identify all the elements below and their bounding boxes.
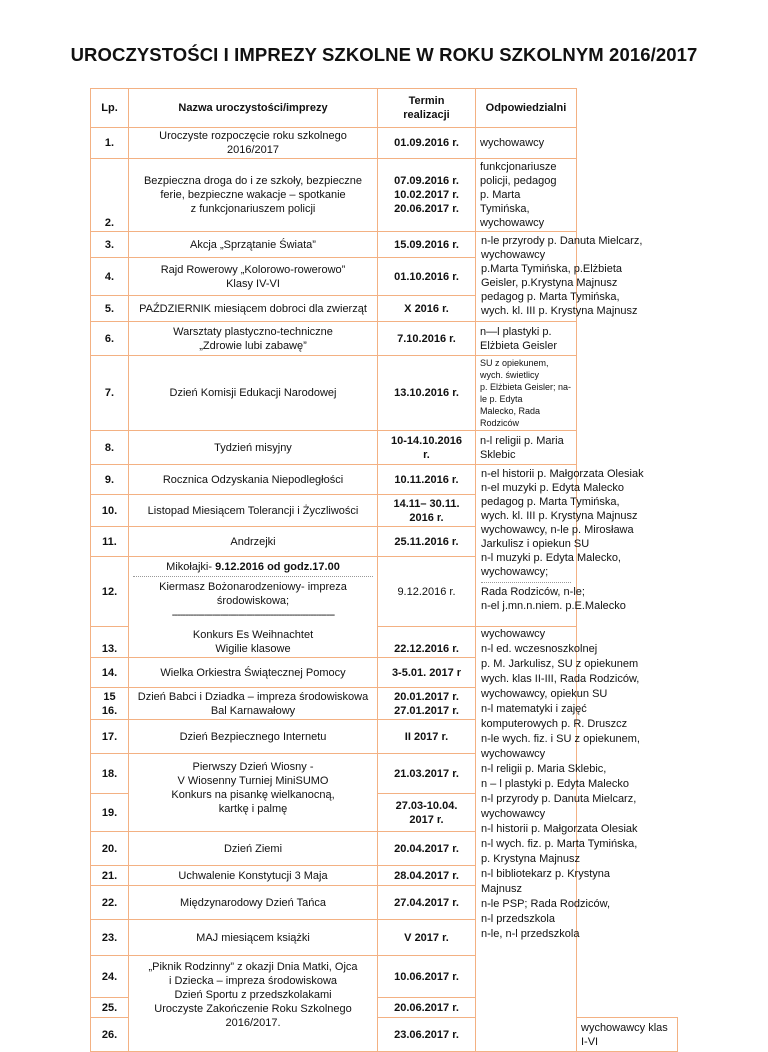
header-event-name: Nazwa uroczystości/imprezy (129, 89, 378, 128)
table-row (91, 557, 678, 627)
lp-cell: 22. (91, 886, 129, 920)
lp-cell: 25. (91, 998, 129, 1018)
dashed-separator: ------------------------------------------------------------- (171, 609, 335, 621)
term-cell: 01.09.2016 r. (378, 128, 476, 159)
term-cell: 28.04.2017 r. (378, 866, 476, 886)
table-row (91, 128, 678, 159)
responsible-cell-group: wychowawcy n-l ed. wczesnoszkolnej p. M. Jarkulisz, SU z opiekunem wych. klas II-III, Rada Rodziców, wychowawcy, opiekun SU n-l matematyki i zajęć komputerowych p. R. Druszcz n-le wych. fiz. i SU z opiekunem, wychowawcy n-l religii p. Maria Sklebic, n – l plastyki p. Edyta Malecko n-l przyrody p. Danuta Mielcarz, wychowawcy n-l historii p. Małgorzata Olesiak n-l wych. fiz. p. Marta Tymińska, p. Krystyna Majnusz n-l bibliotekarz p. Krystyna Majnusz n-le PSP; Rada Rodziców, n-l przedszkola n-le, n-l przedszkola (476, 627, 577, 1052)
lp-cell: 3. (91, 232, 129, 258)
table-row (91, 431, 678, 465)
lp-cell: 12. (91, 557, 129, 627)
term-cell: 14.11– 30.11. 2016 r. (378, 495, 476, 527)
term-cell: 20.06.2017 r. (378, 998, 476, 1018)
term-cell: 23.06.2017 r. (378, 1018, 476, 1052)
event-name-cell: Akcja „Sprzątanie Świata” (129, 232, 378, 258)
document-title: UROCZYSTOŚCI I IMPREZY SZKOLNE W ROKU SZKOLNYM 2016/2017 (70, 44, 698, 65)
event-name-cell: MAJ miesiącem książki (129, 920, 378, 956)
event-name-cell: Listopad Miesiącem Tolerancji i Życzliwości (129, 495, 378, 527)
term-cell: 15.09.2016 r. (378, 232, 476, 258)
table-header-row (91, 89, 678, 128)
header-responsible: Odpowiedzialni (476, 89, 577, 128)
responsible-cell-group: n-el historii p. Małgorzata Olesiak n-el muzyki p. Edyta Malecko pedagog p. Marta Tymińska, wych. kl. III p. Krystyna Majnusz wychowawcy, n-le p. Mirosława Jarkulisz i opiekun SU n-l muzyki p. Edyta Malecko, wychowawcy; Rada Rodziców, n-le; n-el j.mn.n.niem. p.E.Malecko (476, 465, 577, 627)
term-cell: X 2016 r. (378, 296, 476, 322)
term-cell: 10-14.10.2016 r. (378, 431, 476, 465)
lp-cell: 5. (91, 296, 129, 322)
lp-cell: 6. (91, 322, 129, 356)
term-cell: 9.12.2016 r. (378, 557, 476, 627)
lp-cell: 8. (91, 431, 129, 465)
event-name-cell: Tydzień misyjny (129, 431, 378, 465)
lp-cell: 15 16. (91, 688, 129, 720)
lp-cell: 14. (91, 658, 129, 688)
term-cell: 01.10.2016 r. (378, 258, 476, 296)
lp-cell: 13. (91, 627, 129, 658)
header-lp: Lp. (91, 89, 129, 128)
dotted-separator (481, 582, 571, 583)
lp-cell: 9. (91, 465, 129, 495)
lp-cell: 11. (91, 527, 129, 557)
table-row (91, 232, 678, 258)
term-cell: 21.03.2017 r. (378, 754, 476, 794)
responsible-cell: n—l plastyki p. Elżbieta Geisler (476, 322, 577, 356)
lp-cell: 1. (91, 128, 129, 159)
lp-cell: 19. (91, 794, 129, 832)
term-cell: 22.12.2016 r. (378, 627, 476, 658)
event-name-cell: Rajd Rowerowy „Kolorowo-rowerowo” Klasy IV-VI (129, 258, 378, 296)
event-name-cell: Warsztaty plastyczno-techniczne „Zdrowie lubi zabawę” (129, 322, 378, 356)
event-name-cell: Mikołajki- 9.12.2016 od godz.17.00 Kiermasz Bożonarodzeniowy- impreza środowiskowa; ------------------------------------------------------------- Konkurs Es Weihnachtet Wigilie klasowe (129, 557, 378, 658)
term-cell: 10.06.2017 r. (378, 956, 476, 998)
event-name-cell: Wielka Orkiestra Świątecznej Pomocy (129, 658, 378, 688)
events-table (90, 88, 678, 1052)
event-name-cell: Dzień Komisji Edukacji Narodowej (129, 356, 378, 431)
event-name-cell: Andrzejki (129, 527, 378, 557)
term-cell: 20.04.2017 r. (378, 832, 476, 866)
event-name-cell: Uroczyste rozpoczęcie roku szkolnego 2016/2017 (129, 128, 378, 159)
term-cell: 7.10.2016 r. (378, 322, 476, 356)
table-row (91, 920, 678, 956)
term-cell: II 2017 r. (378, 720, 476, 754)
term-cell: 13.10.2016 r. (378, 356, 476, 431)
responsible-cell: wychowawcy klas I-VI (577, 1018, 678, 1052)
event-name-cell: Bezpieczna droga do i ze szkoły, bezpieczne ferie, bezpieczne wakacje – spotkanie z funkcjonariuszem policji (129, 159, 378, 232)
responsible-cell: n-l religii p. Maria Sklebic (476, 431, 577, 465)
event-name-cell: Pierwszy Dzień Wiosny - V Wiosenny Turniej MiniSUMO Konkurs na pisankę wielkanocną, kartkę i palmę (129, 754, 378, 832)
lp-cell: 26. (91, 1018, 129, 1052)
lp-cell: 17. (91, 720, 129, 754)
lp-cell: 24. (91, 956, 129, 998)
lp-cell: 18. (91, 754, 129, 794)
lp-cell: 10. (91, 495, 129, 527)
event-name-cell: Dzień Babci i Dziadka – impreza środowiskowa Bal Karnawałowy (129, 688, 378, 720)
table-row (91, 159, 678, 232)
lp-cell: 2. (91, 159, 129, 232)
table-row (91, 322, 678, 356)
responsible-cell: SU z opiekunem, wych. świetlicy p. Elżbieta Geisler; na-le p. Edyta Malecko, Rada Rodziców (476, 356, 577, 431)
term-cell: V 2017 r. (378, 920, 476, 956)
lp-cell: 21. (91, 866, 129, 886)
term-cell: 25.11.2016 r. (378, 527, 476, 557)
term-cell: 27.04.2017 r. (378, 886, 476, 920)
event-name-cell: Międzynarodowy Dzień Tańca (129, 886, 378, 920)
term-cell: 20.01.2017 r. 27.01.2017 r. (378, 688, 476, 720)
event-name-cell: PAŹDZIERNIK miesiącem dobroci dla zwierząt (129, 296, 378, 322)
term-cell: 10.11.2016 r. (378, 465, 476, 495)
lp-cell: 4. (91, 258, 129, 296)
responsible-cell-group: n-le przyrody p. Danuta Mielcarz, wychowawcy p.Marta Tymińska, p.Elżbieta Geisler, p.Krystyna Majnusz pedagog p. Marta Tymińska, wych. kl. III p. Krystyna Majnusz (476, 232, 577, 322)
term-cell: 07.09.2016 r. 10.02.2017 r. 20.06.2017 r. (378, 159, 476, 232)
table-row (91, 465, 678, 495)
term-cell: 27.03-10.04. 2017 r. (378, 794, 476, 832)
event-name-cell: Dzień Bezpiecznego Internetu (129, 720, 378, 754)
responsible-cell: wychowawcy (476, 128, 577, 159)
event-name-cell: Uchwalenie Konstytucji 3 Maja (129, 866, 378, 886)
lp-cell: 20. (91, 832, 129, 866)
lp-cell: 7. (91, 356, 129, 431)
term-cell: 3-5.01. 2017 r (378, 658, 476, 688)
header-term: Termin realizacji (378, 89, 476, 128)
event-name-cell: Dzień Ziemi (129, 832, 378, 866)
event-name-cell: Rocznica Odzyskania Niepodległości (129, 465, 378, 495)
table-row (91, 956, 678, 998)
responsible-cell: funkcjonariusze policji, pedagog p. Marta Tymińska, wychowawcy (476, 159, 577, 232)
lp-cell: 23. (91, 920, 129, 956)
event-name-cell: „Piknik Rodzinny” z okazji Dnia Matki, Ojca i Dziecka – impreza środowiskowa Dzień Sportu z przedszkolakami Uroczyste Zakończenie Roku Szkolnego 2016/2017. (129, 956, 378, 1052)
table-row (91, 356, 678, 431)
